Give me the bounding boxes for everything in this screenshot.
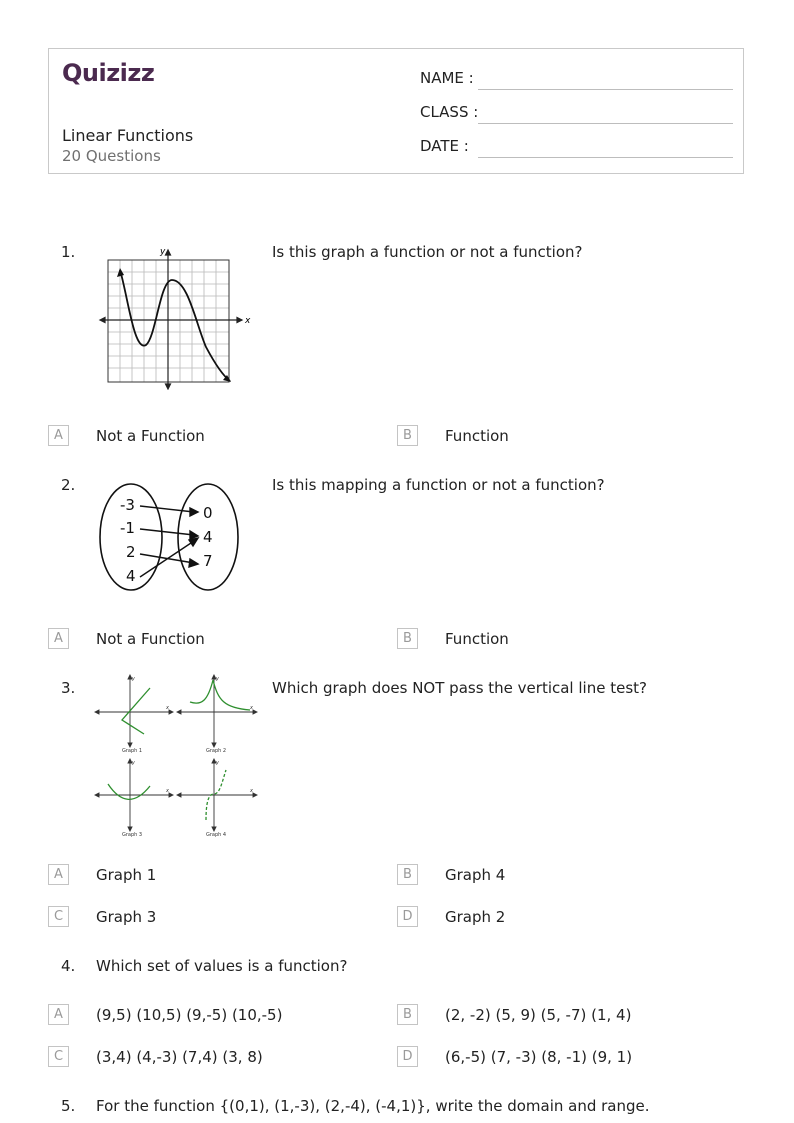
function-curve xyxy=(120,270,230,381)
option-d-letter[interactable]: D xyxy=(397,1046,418,1067)
question-count: 20 Questions xyxy=(62,147,161,165)
name-label: NAME : xyxy=(420,69,474,87)
question-number: 4. xyxy=(61,957,76,975)
option-c-letter[interactable]: C xyxy=(48,1046,69,1067)
option-b-text[interactable]: Graph 4 xyxy=(445,866,506,884)
option-a-letter[interactable]: A xyxy=(48,425,69,446)
graph-1-curve xyxy=(122,688,150,734)
graph-label: Graph 2 xyxy=(206,748,227,754)
option-c-text[interactable]: (3,4) (4,-3) (7,4) (3, 8) xyxy=(96,1048,263,1066)
date-label: DATE : xyxy=(420,137,469,155)
graph-label: Graph 3 xyxy=(122,832,143,838)
q2-mapping-diagram xyxy=(98,480,244,596)
worksheet-header xyxy=(48,48,744,174)
graph-axes xyxy=(95,675,257,831)
option-a-text[interactable]: (9,5) (10,5) (9,-5) (10,-5) xyxy=(96,1006,283,1024)
y-axis-label: y xyxy=(216,760,219,766)
option-d-letter[interactable]: D xyxy=(397,906,418,927)
question-text: Is this graph a function or not a function? xyxy=(272,243,583,261)
class-line[interactable] xyxy=(478,123,733,124)
option-b-letter[interactable]: B xyxy=(397,864,418,885)
range-value: 0 xyxy=(203,504,213,522)
range-value: 7 xyxy=(203,552,213,570)
q1-graph xyxy=(96,242,252,390)
domain-value: -1 xyxy=(120,519,135,537)
option-b-letter[interactable]: B xyxy=(397,1004,418,1025)
option-a-text[interactable]: Not a Function xyxy=(96,630,205,648)
option-c-text[interactable]: Graph 3 xyxy=(96,908,157,926)
quizizz-logo: Quizizz xyxy=(62,59,155,87)
x-axis-label: x xyxy=(250,705,253,711)
worksheet-title: Linear Functions xyxy=(62,126,194,145)
mapping-arrows xyxy=(140,506,198,577)
x-axis-label: x xyxy=(166,705,169,711)
x-axis-label: x xyxy=(245,316,251,326)
question-text: Which graph does NOT pass the vertical line test? xyxy=(272,679,647,697)
option-b-letter[interactable]: B xyxy=(397,425,418,446)
option-a-letter[interactable]: A xyxy=(48,864,69,885)
graph-label: Graph 1 xyxy=(122,748,143,754)
x-axis-label: x xyxy=(166,788,169,794)
option-b-text[interactable]: Function xyxy=(445,427,509,445)
curve-arrow-start xyxy=(117,268,124,277)
date-line[interactable] xyxy=(478,157,733,158)
q3-graphs xyxy=(94,672,258,840)
graph-3-curve xyxy=(108,784,150,799)
option-a-text[interactable]: Graph 1 xyxy=(96,866,157,884)
question-text: Which set of values is a function? xyxy=(96,957,348,975)
question-number: 5. xyxy=(61,1097,76,1115)
domain-value: 2 xyxy=(126,543,136,561)
name-line[interactable] xyxy=(478,89,733,90)
domain-value: -3 xyxy=(120,496,135,514)
graph-2-curve xyxy=(190,680,250,710)
option-b-text[interactable]: Function xyxy=(445,630,509,648)
domain-value: 4 xyxy=(126,567,136,585)
option-a-text[interactable]: Not a Function xyxy=(96,427,205,445)
y-axis-label: y xyxy=(216,676,219,682)
range-value: 4 xyxy=(203,528,213,546)
x-axis-label: x xyxy=(250,788,253,794)
class-label: CLASS : xyxy=(420,103,479,121)
option-b-text[interactable]: (2, -2) (5, 9) (5, -7) (1, 4) xyxy=(445,1006,632,1024)
option-c-letter[interactable]: C xyxy=(48,906,69,927)
y-axis-label: y xyxy=(160,247,166,257)
y-axis-label: y xyxy=(132,760,135,766)
question-text: For the function {(0,1), (1,-3), (2,-4), (-4,1)}, write the domain and range. xyxy=(96,1097,650,1115)
option-d-text[interactable]: Graph 2 xyxy=(445,908,506,926)
question-number: 1. xyxy=(61,243,76,261)
option-a-letter[interactable]: A xyxy=(48,1004,69,1025)
option-a-letter[interactable]: A xyxy=(48,628,69,649)
option-b-letter[interactable]: B xyxy=(397,628,418,649)
option-d-text[interactable]: (6,-5) (7, -3) (8, -1) (9, 1) xyxy=(445,1048,633,1066)
question-text: Is this mapping a function or not a function? xyxy=(272,476,605,494)
y-axis-label: y xyxy=(132,676,135,682)
question-number: 2. xyxy=(61,476,76,494)
graph-label: Graph 4 xyxy=(206,832,227,838)
question-number: 3. xyxy=(61,679,76,697)
